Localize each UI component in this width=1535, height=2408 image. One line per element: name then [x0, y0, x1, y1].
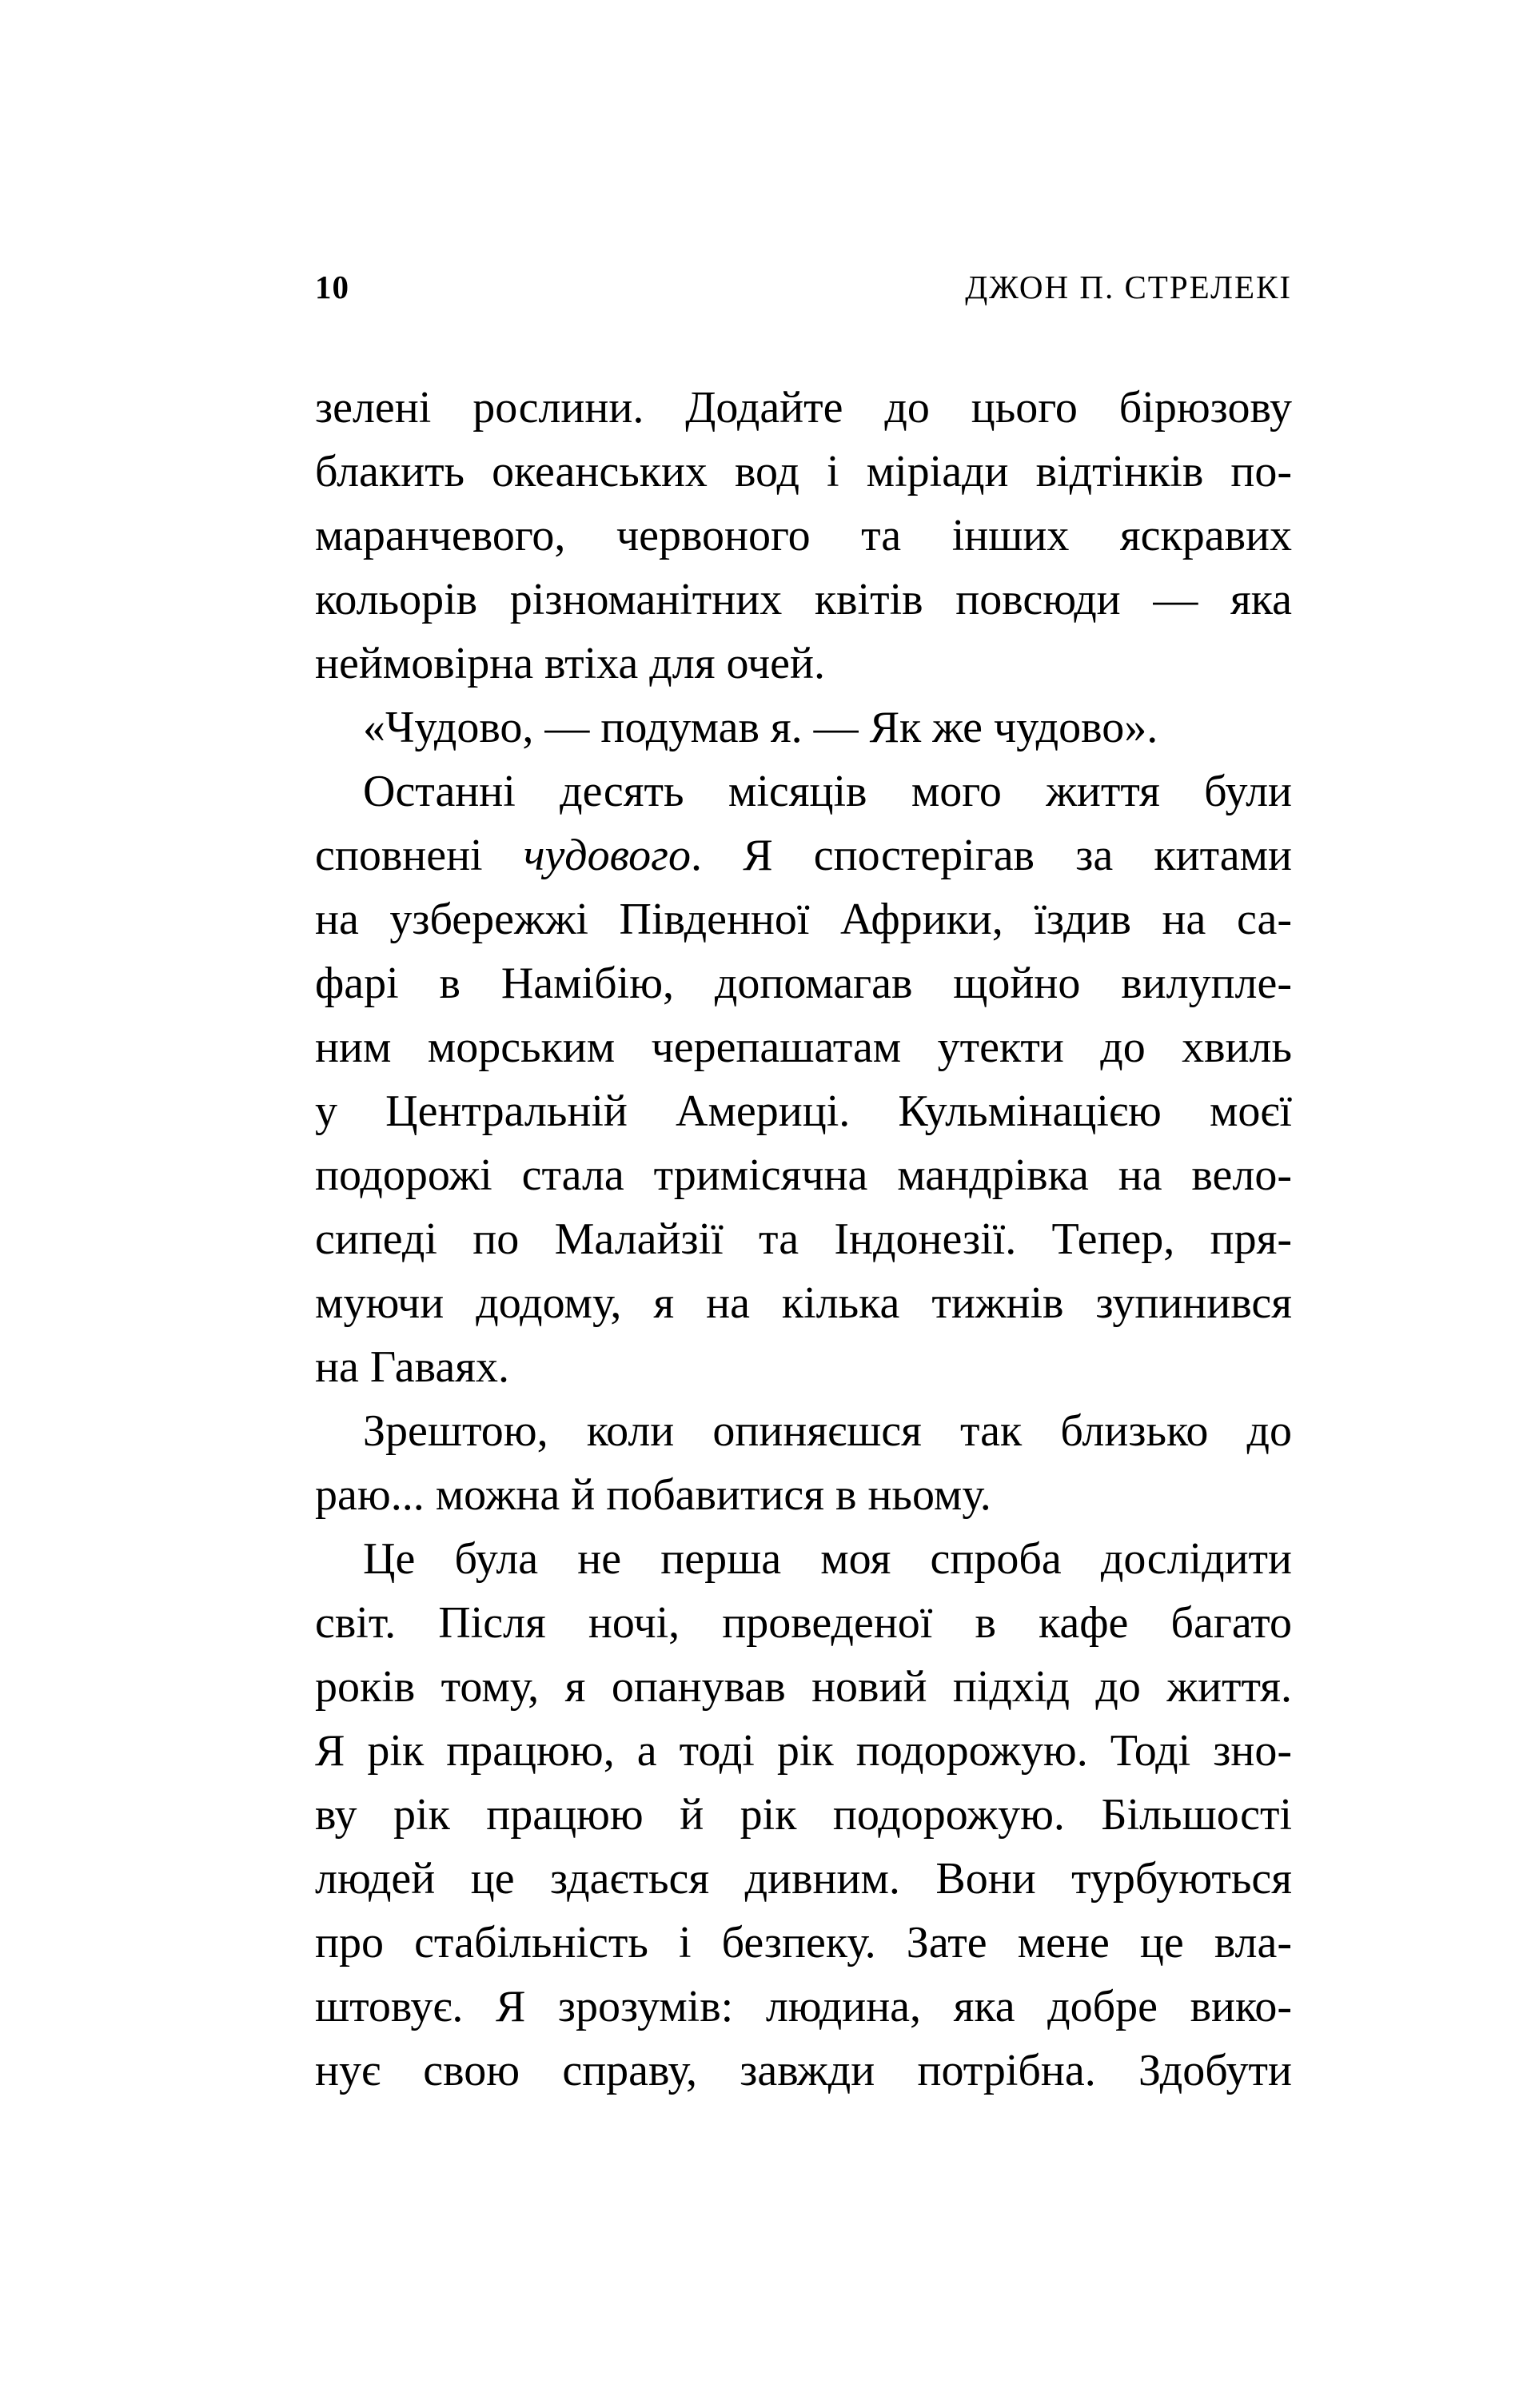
text-line: нує свою справу, завжди потрібна. Здобути [315, 2046, 1292, 2095]
text-line: зелені рослини. Додайте до цього бірюзову [315, 383, 1292, 433]
running-head: ДЖОН П. СТРЕЛЕКІ [965, 269, 1292, 305]
text-line: муючи додому, я на кілька тижнів зупинився [315, 1278, 1292, 1328]
text-line: фарі в Намібію, допомагав щойно вилупле- [315, 959, 1292, 1008]
page-header [315, 267, 1292, 307]
text-line: блакить океанських вод і міріади відтінків по- [315, 447, 1292, 496]
text-line: світ. Після ночі, проведеної в кафе багато [315, 1598, 1292, 1648]
text-line: Зрештою, коли опиняєшся так близько до [363, 1406, 1292, 1456]
text-line: років тому, я опанував новий підхід до життя. [315, 1662, 1292, 1712]
text-line: Це була не перша моя спроба дослідити [363, 1534, 1292, 1584]
text-line: неймовірна втіха для очей. [315, 639, 825, 688]
text-line: «Чудово, — подумав я. — Як же чудово». [363, 703, 1158, 752]
text-line: у Центральній Америці. Кульмінацією моєї [315, 1086, 1292, 1136]
text-segment-italic: чудового [523, 831, 691, 880]
text-line: ним морським черепашатам утекти до хвиль [315, 1023, 1292, 1072]
body-text [315, 376, 1292, 2103]
text-line: раю... можна й побавитися в ньому. [315, 1470, 991, 1520]
text-line: штовує. Я зрозумів: людина, яка добре вико- [315, 1982, 1292, 2031]
text-line: про стабільність і безпеку. Зате мене це вла- [315, 1918, 1292, 1967]
text-line: Я рік працюю, а тоді рік подорожую. Тоді зно- [315, 1726, 1292, 1776]
text-line: Останні десять місяців мого життя були [363, 767, 1292, 816]
page-number: 10 [315, 269, 349, 305]
text-line [315, 823, 1292, 887]
text-line: ву рік працюю й рік подорожую. Більшості [315, 1790, 1292, 1840]
text-line: на узбережжі Південної Африки, їздив на са- [315, 895, 1292, 944]
text-line: людей це здається дивним. Вони турбуються [315, 1854, 1292, 1904]
text-line: кольорів різноманітних квітів повсюди — яка [315, 575, 1292, 624]
text-line: на Гаваях. [315, 1342, 509, 1392]
text-line: сипеді по Малайзії та Індонезії. Тепер, пря- [315, 1214, 1292, 1264]
text-segment: сповнені [315, 831, 524, 880]
text-segment: . Я спостерігав за китами [691, 831, 1292, 880]
text-line: подорожі стала тримісячна мандрівка на вело- [315, 1150, 1292, 1200]
text-line: маранчевого, червоного та інших яскравих [315, 511, 1292, 560]
